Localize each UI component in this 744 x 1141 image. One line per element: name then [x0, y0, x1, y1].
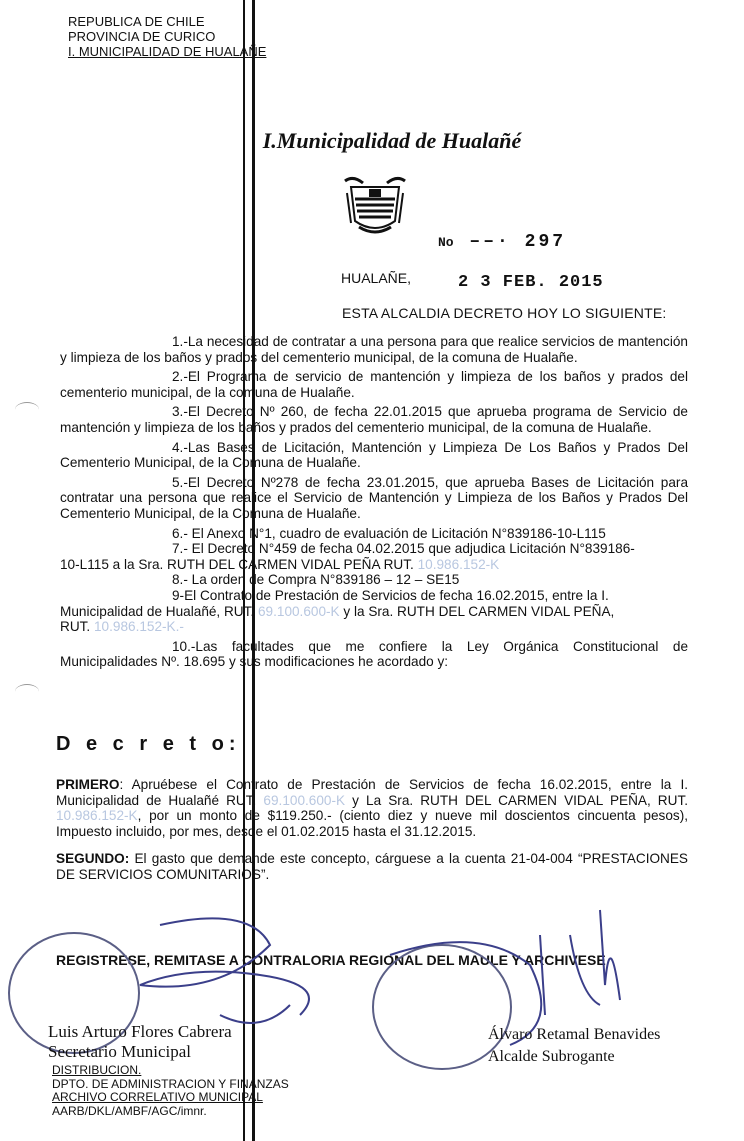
number-label: No	[438, 235, 454, 250]
considerandos-section	[60, 334, 688, 674]
considerando-9-text: Municipalidad de Hualañé, RUT.	[60, 603, 255, 619]
considerando-8: 8.- La orden de Compra N°839186 – 12 – SE15	[172, 572, 460, 588]
primero-label: PRIMERO	[56, 777, 120, 792]
decree-number: No ––· 297	[438, 232, 567, 252]
letterhead	[68, 14, 266, 59]
considerando-6: 6.- El Anexo N°1, cuadro de evaluación de Licitación N°839186-10-L115	[172, 525, 606, 541]
considerando-7-line-1: 7.- El Decreto N°459 de fecha 04.02.2015 que adjudica Licitación N°839186-	[172, 541, 635, 557]
municipal-emblem-icon	[343, 173, 407, 237]
declaration-line: ESTA ALCALDIA DECRETO HOY LO SIGUIENTE:	[342, 305, 667, 321]
resolutions-section	[56, 777, 688, 895]
redacted-rut: 69.100.600-K	[263, 792, 346, 808]
considerando-9-line-1: 9-El Contrato de Prestación de Servicios de fecha 16.02.2015, entre la I.	[172, 587, 609, 603]
considerando-9-text-2: y la Sra. RUTH DEL CARMEN VIDAL PEÑA,	[343, 603, 615, 619]
republic-line: REPUBLICA DE CHILE	[68, 14, 205, 29]
mayor-signature-block	[488, 1024, 660, 1068]
segundo-text: El gasto que demande este concepto, cárguese a la cuenta 21-04-004 “PRESTACIONES DE SERVICIOS COMUNITARIOS”.	[56, 851, 688, 882]
decree-date-stamp: 2 3 FEB. 2015	[458, 273, 604, 292]
primero-text-b: y La Sra. RUTH DEL CARMEN VIDAL PEÑA, RUT.	[352, 792, 689, 808]
decreto-heading: D e c r e t o:	[56, 733, 241, 755]
municipality-line: I. MUNICIPALIDAD DE HUALAÑE	[68, 44, 267, 59]
considerando-9-line-3	[60, 619, 688, 635]
punch-hole-mark	[15, 402, 39, 417]
primero-text-c: , por un monto de $119.250.- (ciento diez y nueve mil doscientos cincuenta pesos), Impuesto incluido, por mes, desde el 01.02.2015 hasta el 31.12.2015.	[56, 808, 688, 839]
distribution-line-3: AARB/DKL/AMBF/AGC/imnr.	[52, 1103, 207, 1118]
considerando-10: 10.-Las facultades que me confiere la Ley Orgánica Constitucional de Municipalidades Nº. 18.695 y sus modificaciones he acordado y:	[60, 638, 688, 670]
number-value: 297	[524, 232, 567, 252]
mayor-name: Álvaro Retamal Benavides	[488, 1026, 661, 1043]
distribution-line-2: ARCHIVO CORRELATIVO MUNICIPAL	[52, 1090, 263, 1104]
considerando-4: 4.-Las Bases de Licitación, Mantención y Limpieza De Los Baños y Prados Del Cementerio Municipal, de la Comuna de Hualañe.	[60, 439, 688, 471]
mayor-title: Alcalde Subrogante	[488, 1048, 615, 1065]
segundo-label: SEGUNDO:	[56, 851, 130, 867]
redacted-rut: 10.986.152-K.-	[94, 619, 184, 635]
document-title: I.Municipalidad de Hualañé	[262, 128, 522, 153]
considerando-7-text: 10-L115 a la Sra. RUTH DEL CARMEN VIDAL PEÑA RUT.	[60, 556, 414, 572]
considerando-5: 5.-El Decreto Nº278 de fecha 23.01.2015, que aprueba Bases de Licitación para contratar una persona que realice el Servicio de Mantención y Limpieza de los Baños y Prados Del Cementerio Municipal, de la Comuna de Hualañe.	[60, 474, 688, 521]
redacted-rut: 10.986.152-K	[417, 556, 500, 572]
considerando-3: 3.-El Decreto Nº 260, de fecha 22.01.2015 que aprueba programa de Servicio de mantención y limpieza de los baños y prados del cementerio municipal, de la comuna de Hualañe.	[60, 404, 688, 435]
primero-paragraph	[56, 777, 688, 839]
distribution-block	[52, 1064, 289, 1118]
redacted-rut: 10.986.152-K	[56, 808, 138, 824]
province-line: PROVINCIA DE CURICO	[68, 29, 216, 44]
considerando-7-line-2	[60, 557, 688, 573]
considerando-9-line-2	[60, 604, 688, 620]
registrese-line: REGISTRESE, REMITASE A CONTRALORIA REGIONAL DEL MAULE Y ARCHIVESE	[56, 952, 606, 968]
considerando-9-rut-label: RUT.	[60, 619, 91, 635]
segundo-paragraph	[56, 851, 688, 882]
place-name: HUALAÑE,	[341, 270, 412, 286]
distribution-line-1: DPTO. DE ADMINISTRACION Y FINANZAS	[52, 1076, 289, 1091]
secretary-signature-block	[48, 1022, 232, 1062]
secretary-name: Luis Arturo Flores Cabrera	[48, 1022, 232, 1041]
punch-hole-mark	[15, 684, 39, 699]
secretary-title: Secretario Municipal	[48, 1042, 192, 1061]
distribution-label: DISTRIBUCION.	[52, 1063, 142, 1077]
primero-text-a: : Apruébese el Contrato de Prestación de Servicios de fecha 16.02.2015, entre la I. Municipalidad de Hualañé RUT.	[56, 777, 688, 808]
considerando-2: 2.-El Programa de servicio de mantención y limpieza de los baños y prados del cementerio municipal, de la comuna de Hualañe.	[60, 369, 688, 400]
considerando-1: 1.-La necesidad de contratar a una persona para que realice servicios de mantención y limpieza de los baños y prados del cementerio municipal, de la comuna de Hualañe.	[60, 334, 688, 365]
redacted-rut: 69.100.600-K	[257, 603, 340, 619]
